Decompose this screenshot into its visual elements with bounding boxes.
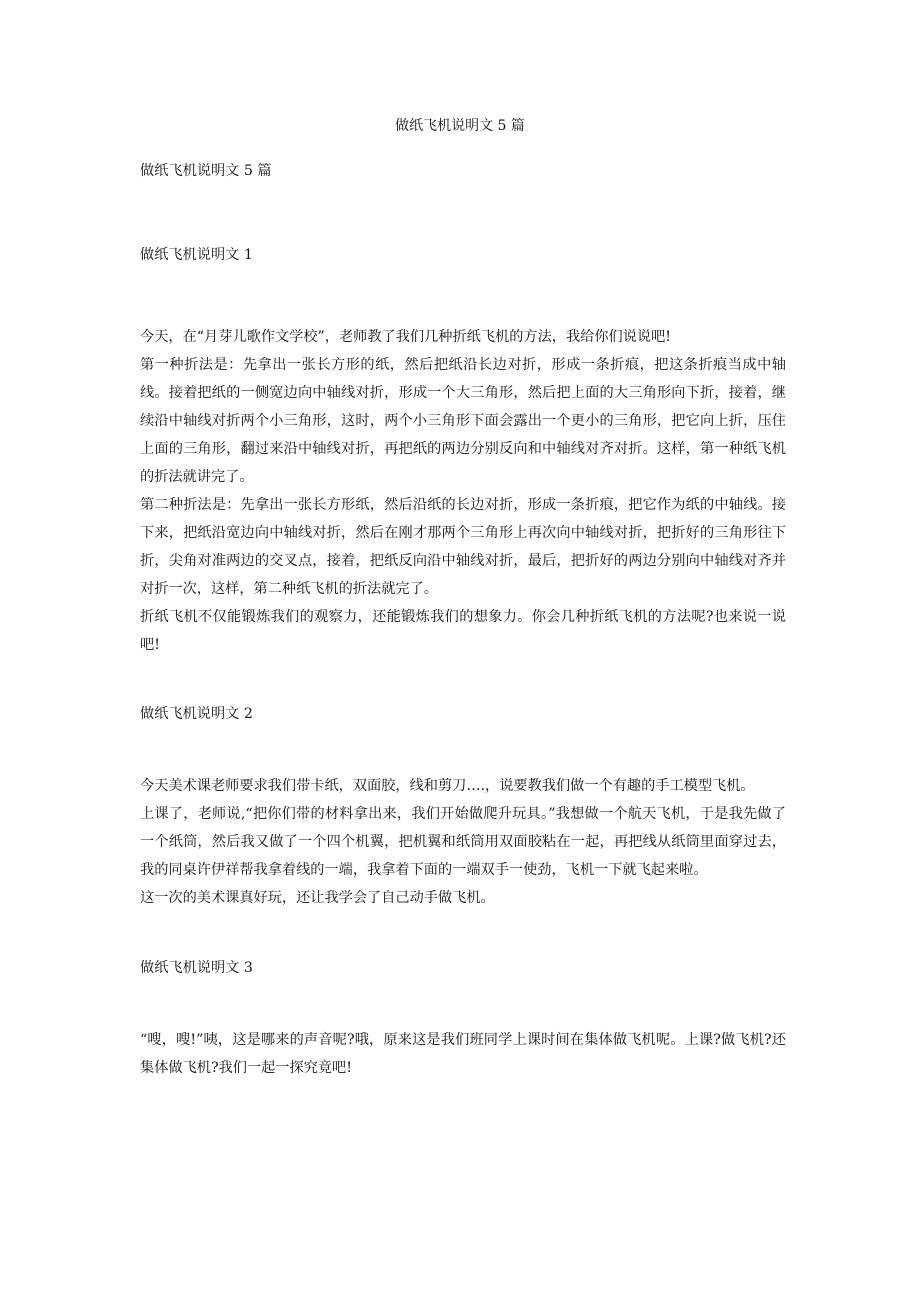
section-2-heading: 做纸飞机说明文 2 [140, 706, 253, 722]
section-3-heading: 做纸飞机说明文 3 [140, 960, 253, 976]
section-1-paragraph: 折纸飞机不仅能锻炼我们的观察力，还能锻炼我们的想象力。你会几种折纸飞机的方法呢?也来说一说吧! [140, 609, 786, 653]
section-2-paragraph: 这一次的美术课真好玩，还让我学会了自己动手做飞机。 [140, 890, 495, 906]
section-1-heading: 做纸飞机说明文 1 [140, 247, 253, 263]
section-3-paragraph: “嗖，嗖!”咦，这是哪来的声音呢?哦，原来这是我们班同学上课时间在集体做飞机呢。上课?做飞机?还集体做飞机?我们一起一探究竟吧! [140, 1032, 786, 1076]
section-2-paragraph: 今天美术课老师要求我们带卡纸，双面胶，线和剪刀….，说要教我们做一个有趣的手工模型飞机。 [140, 778, 755, 794]
document-title: 做纸飞机说明文 5 篇 [395, 118, 525, 134]
document-subtitle: 做纸飞机说明文 5 篇 [140, 163, 272, 179]
document-body [140, 157, 786, 1082]
section-1-paragraph: 今天，在“月芽儿歌作文学校”，老师教了我们几种折纸飞机的方法，我给你们说说吧! [140, 329, 671, 345]
section-1-paragraph: 第一种折法是：先拿出一张长方形的纸，然后把纸沿长边对折，形成一条折痕，把这条折痕当成中轴线。接着把纸的一侧宽边向中轴线对折，形成一个大三角形，然后把上面的大三角形向下折，接着，继续沿中轴线对折两个小三角形，这时，两个小三角形下面会露出一个更小的三角形，把它向上折，压住上面的三角形，翻过来沿中轴线对折，再把纸的两边分别反向和中轴线对齐对折。这样，第一种纸飞机的折法就讲完了。 [140, 357, 786, 485]
section-1-paragraph: 第二种折法是：先拿出一张长方形纸，然后沿纸的长边对折，形成一条折痕，把它作为纸的中轴线。接下来，把纸沿宽边向中轴线对折，然后在刚才那两个三角形上再次向中轴线对折，把折好的三角形往下折，尖角对准两边的交叉点，接着，把纸反向沿中轴线对折，最后，把折好的两边分别向中轴线对齐并对折一次，这样，第二种纸飞机的折法就完了。 [140, 497, 786, 597]
section-2-paragraph: 上课了，老师说,“把你们带的材料拿出来，我们开始做爬升玩具。”我想做一个航天飞机，于是我先做了一个纸筒，然后我又做了一个四个机翼，把机翼和纸筒用双面胶粘在一起，再把线从纸筒里面穿过去，我的同桌许伊祥帮我拿着线的一端，我拿着下面的一端双手一使劲，飞机一下就飞起来啦。 [140, 806, 786, 878]
